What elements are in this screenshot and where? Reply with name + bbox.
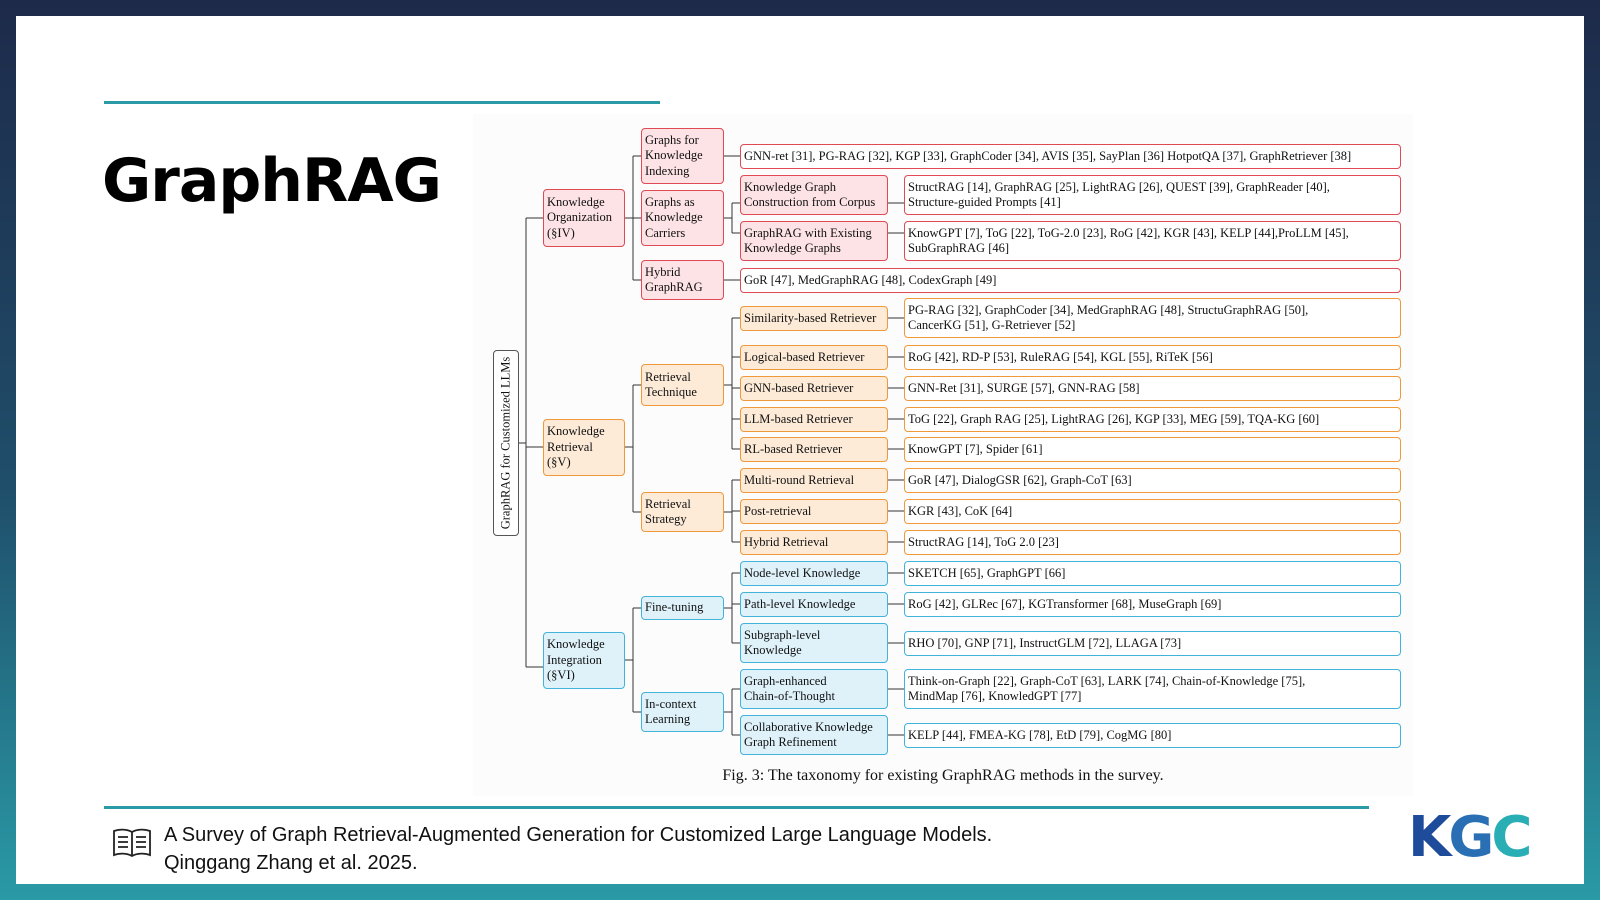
citation	[164, 821, 992, 877]
hybrid-retrieval-node: Hybrid Retrieval	[740, 530, 888, 555]
methods-llm-retriever: ToG [22], Graph RAG [25], LightRAG [26], KGP [33], MEG [59], TQA-KG [60]	[904, 407, 1401, 432]
methods-path-level: RoG [42], GLRec [67], KGTransformer [68], MuseGraph [69]	[904, 592, 1401, 617]
rl-retriever-node: RL-based Retriever	[740, 437, 888, 462]
methods-post-retrieval: KGR [43], CoK [64]	[904, 499, 1401, 524]
logical-retriever-node: Logical-based Retriever	[740, 345, 888, 370]
kgc-logo	[1408, 805, 1529, 870]
knowledge-organization-node: Knowledge Organization (§IV)	[543, 189, 625, 247]
page-title: GraphRAG	[102, 146, 441, 216]
hybrid-graphrag-node: Hybrid GraphRAG	[641, 260, 724, 300]
citation-authors: Qinggang Zhang et al. 2025.	[164, 852, 418, 874]
node-level-knowledge-node: Node-level Knowledge	[740, 561, 888, 586]
methods-multi-round: GoR [47], DialogGSR [62], Graph-CoT [63]	[904, 468, 1401, 493]
knowledge-retrieval-node: Knowledge Retrieval (§V)	[543, 419, 625, 476]
taxonomy-root-node	[493, 350, 519, 536]
methods-hybrid-retrieval: StructRAG [14], ToG 2.0 [23]	[904, 530, 1401, 555]
graphrag-existing-kg-node: GraphRAG with Existing Knowledge Graphs	[740, 221, 888, 261]
retrieval-strategy-node: Retrieval Strategy	[641, 492, 724, 532]
methods-gnn-retriever: GNN-Ret [31], SURGE [57], GNN-RAG [58]	[904, 376, 1401, 401]
path-level-knowledge-node: Path-level Knowledge	[740, 592, 888, 617]
logo-letter-c: C	[1491, 805, 1530, 870]
subgraph-level-knowledge-node: Subgraph-level Knowledge	[740, 623, 888, 663]
logo-letter-k: K	[1408, 805, 1449, 870]
methods-kg-construction: StructRAG [14], GraphRAG [25], LightRAG [26], QUEST [39], GraphReader [40], Structure-guided Prompts [41]	[904, 175, 1401, 215]
methods-node-level: SKETCH [65], GraphGPT [66]	[904, 561, 1401, 586]
methods-kg-refinement: KELP [44], FMEA-KG [78], EtD [79], CogMG [80]	[904, 723, 1401, 748]
graphs-for-indexing-node: Graphs for Knowledge Indexing	[641, 128, 724, 184]
methods-rl-retriever: KnowGPT [7], Spider [61]	[904, 437, 1401, 462]
graph-enhanced-cot-node: Graph-enhanced Chain-of-Thought	[740, 669, 888, 709]
citation-title: A Survey of Graph Retrieval-Augmented Generation for Customized Large Language Models.	[164, 824, 993, 846]
kg-construction-node: Knowledge Graph Construction from Corpus	[740, 175, 888, 215]
llm-retriever-node: LLM-based Retriever	[740, 407, 888, 432]
figure-caption: Fig. 3: The taxonomy for existing GraphRAG methods in the survey.	[722, 767, 1164, 784]
similarity-retriever-node: Similarity-based Retriever	[740, 306, 888, 331]
methods-indexing: GNN-ret [31], PG-RAG [32], KGP [33], GraphCoder [34], AVIS [35], SayPlan [36] HotpotQA [37], GraphRetriever [38]	[740, 144, 1401, 169]
bottom-divider	[104, 806, 1369, 809]
methods-subgraph-level: RHO [70], GNP [71], InstructGLM [72], LLAGA [73]	[904, 631, 1401, 656]
methods-hybrid-graphrag: GoR [47], MedGraphRAG [48], CodexGraph [49]	[740, 268, 1401, 293]
fine-tuning-node: Fine-tuning	[641, 596, 724, 620]
methods-similarity-retriever: PG-RAG [32], GraphCoder [34], MedGraphRAG [48], StructuGraphRAG [50], CancerKG [51], G-Retriever [52]	[904, 298, 1401, 338]
retrieval-technique-node: Retrieval Technique	[641, 364, 724, 406]
taxonomy-figure	[473, 114, 1413, 796]
methods-existing-kg: KnowGPT [7], ToG [22], ToG-2.0 [23], RoG [42], KGR [43], KELP [44],ProLLM [45], SubGraphRAG [46]	[904, 221, 1401, 261]
methods-graph-cot: Think-on-Graph [22], Graph-CoT [63], LARK [74], Chain-of-Knowledge [75], MindMap [76], KnowledGPT [77]	[904, 669, 1401, 709]
top-divider	[104, 101, 660, 104]
post-retrieval-node: Post-retrieval	[740, 499, 888, 524]
collaborative-kg-refinement-node: Collaborative Knowledge Graph Refinement	[740, 715, 888, 755]
in-context-learning-node: In-context Learning	[641, 692, 724, 732]
taxonomy-root-label: GraphRAG for Customized LLMs	[498, 356, 513, 530]
slide	[16, 16, 1584, 884]
open-book-icon	[111, 827, 153, 861]
multi-round-retrieval-node: Multi-round Retrieval	[740, 468, 888, 493]
knowledge-integration-node: Knowledge Integration (§VI)	[543, 632, 625, 689]
logo-letter-g: G	[1448, 805, 1492, 870]
gnn-retriever-node: GNN-based Retriever	[740, 376, 888, 401]
methods-logical-retriever: RoG [42], RD-P [53], RuleRAG [54], KGL [55], RiTeK [56]	[904, 345, 1401, 370]
graphs-as-carriers-node: Graphs as Knowledge Carriers	[641, 190, 724, 246]
